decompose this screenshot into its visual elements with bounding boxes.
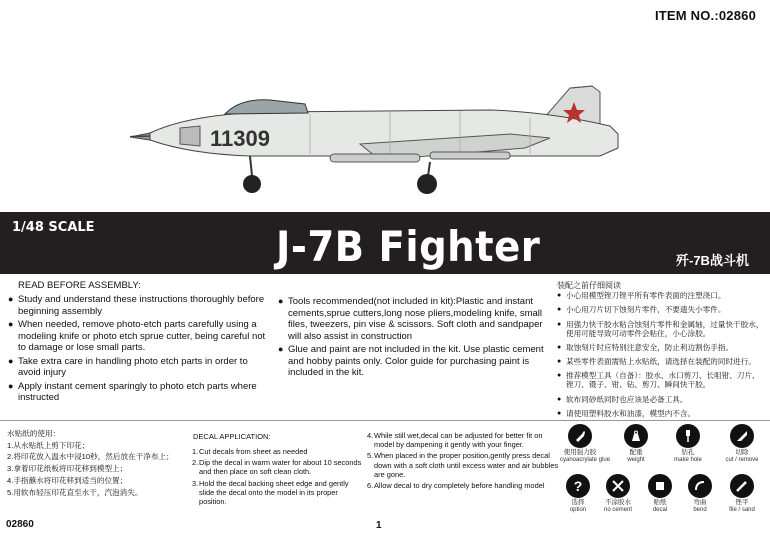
chinese-decal-instructions — [7, 428, 174, 498]
instructions-column-2 — [278, 296, 546, 381]
instruction-item: ● 取蚀刻片时应特别注意安全，防止利边割伤手指。 — [557, 342, 734, 352]
instruction-item: ● Glue and paint are not included in the kit. Use plastic cement and hobby paints only. Color guide for purchasing paint is included in the kit. — [278, 344, 544, 378]
instruction-item: ● Tools recommended(not included in kit):Plastic and instant cements,sprue cutters,long nose pliers,modeling knife, small files, tweezers, pin vise & scissors. Soft cloth and sandpaper will also assist in construction — [278, 296, 543, 342]
product-code: 02860 — [6, 519, 34, 530]
item-number: ITEM NO.:02860 — [654, 8, 756, 23]
kit-title: J-7B Fighter — [276, 222, 541, 271]
decal-step: 2. Dip the decal in warm water for about 10 seconds and then place on soft clean cloth. — [192, 458, 362, 477]
question-icon: ? — [566, 474, 590, 498]
decal-icon — [648, 474, 672, 498]
symbol-legend — [560, 424, 765, 519]
legend-drill: 钻孔 make hole — [668, 424, 708, 464]
decal-step: 6. Allow decal to dry completely before handling model — [367, 481, 545, 491]
cut-icon — [730, 424, 754, 448]
decal-step: 5. When placed in the proper position,gently press decal down with a soft cloth until excess water and air bubbles are gone. — [367, 451, 559, 479]
decal-step-chinese: 4.手指蘸水将印花移到适当的位置； — [7, 475, 128, 485]
no-cement-icon — [606, 474, 630, 498]
decal-step-chinese: 5.用软布轻压印花直至水干，汽泡消失。 — [7, 487, 143, 497]
kit-title-chinese: 歼-7B战斗机 — [676, 253, 749, 268]
legend-cut: 切除 cut / remove — [722, 424, 762, 464]
instruction-item: ● 小心用刀片切下蚀刻片零件，不要遗失小零件。 — [557, 305, 726, 315]
chinese-instructions — [557, 291, 767, 423]
legend-file: 锉平 file / sand — [722, 474, 762, 514]
legend-no-cement: 不涂胶水 no cement — [598, 474, 638, 514]
instruction-item: ● 某些零件表面需贴上水贴纸，请选择在装配的同时进行。 — [557, 357, 756, 367]
decal-step-chinese: 1.从水贴纸上剪下印花； — [7, 440, 90, 450]
instruction-item: ● 用强力快干胶水粘合蚀刻片零件和金属轴，过量快干胶水，使用可能导致可动零件会粘住，小心涂胶。 — [557, 319, 764, 338]
decal-step-chinese: 3.拿着印花纸板将印花移到模型上； — [7, 464, 128, 474]
page-number: 1 — [376, 520, 382, 531]
file-icon — [730, 474, 754, 498]
decal-application-heading: DECAL APPLICATION: — [193, 432, 271, 441]
instruction-item: ● 软布同砂纸同时也应该是必备工具。 — [557, 394, 688, 404]
decal-step-chinese: 2.将印花放入温水中浸10秒，然后放在干净布上； — [7, 452, 174, 462]
drill-icon — [676, 424, 700, 448]
instruction-item: ● Apply instant cement sparingly to photo etch parts where instructed — [8, 380, 257, 403]
glue-tube-icon — [568, 424, 592, 448]
decal-steps-1-3 — [192, 447, 362, 508]
section-divider — [0, 420, 770, 421]
instruction-item: ● 小心用模型锉刀锉平所有零件表面的注塑浇口。 — [557, 291, 726, 300]
instruction-item: ● Study and understand these instructions thoroughly before beginning assembly — [8, 294, 265, 317]
instructions-column-1 — [8, 294, 270, 406]
legend-option: ? 选择 option — [558, 474, 598, 514]
legend-bend: 弯曲 bend — [680, 474, 720, 514]
chinese-instructions-heading: 装配之前仔细阅读 — [557, 281, 621, 290]
instruction-item: ● When needed, remove photo-etch parts carefully using a modeling knife or photo etch sprue cutter, being careful not to damage or lose small parts. — [8, 319, 266, 353]
weight-icon — [624, 424, 648, 448]
decal-step: 3. Hold the decal backing sheet edge and gently slide the decal onto the model in its proper position. — [192, 478, 349, 507]
bend-icon — [688, 474, 712, 498]
legend-weight: 配重 weight — [616, 424, 656, 464]
instruction-item: ● Take extra care in handling photo etch parts in order to avoid injury — [8, 355, 248, 378]
instruction-item: ● 推荐模型工具（自备）：胶水、水口剪刀、长咀钳、刀片、锉刀、镊子、钳、钻、剪刀、瞬间快干胶。 — [557, 371, 760, 390]
instruction-item: ● 请使用塑料胶水和油漆，模型内不含。 — [557, 409, 696, 419]
decal-heading-chinese: 水贴纸的使用： — [7, 429, 61, 438]
read-before-heading: READ BEFORE ASSEMBLY: — [18, 280, 141, 291]
decal-step: 1. Cut decals from sheet as needed — [192, 447, 308, 456]
legend-decal: 贴纸 decal — [640, 474, 680, 514]
legend-glue: 使用强力胶 cyanoacrylate glue — [560, 424, 600, 464]
decal-steps-4-6 — [367, 431, 562, 492]
decal-step: 4. While still wet,decal can be adjusted for better fit on model by dampening it gently with your finger. — [367, 431, 543, 450]
aircraft-serial: 11309 — [210, 126, 270, 151]
scale-label: 1/48 SCALE — [12, 220, 95, 235]
aircraft-illustration — [130, 78, 675, 203]
